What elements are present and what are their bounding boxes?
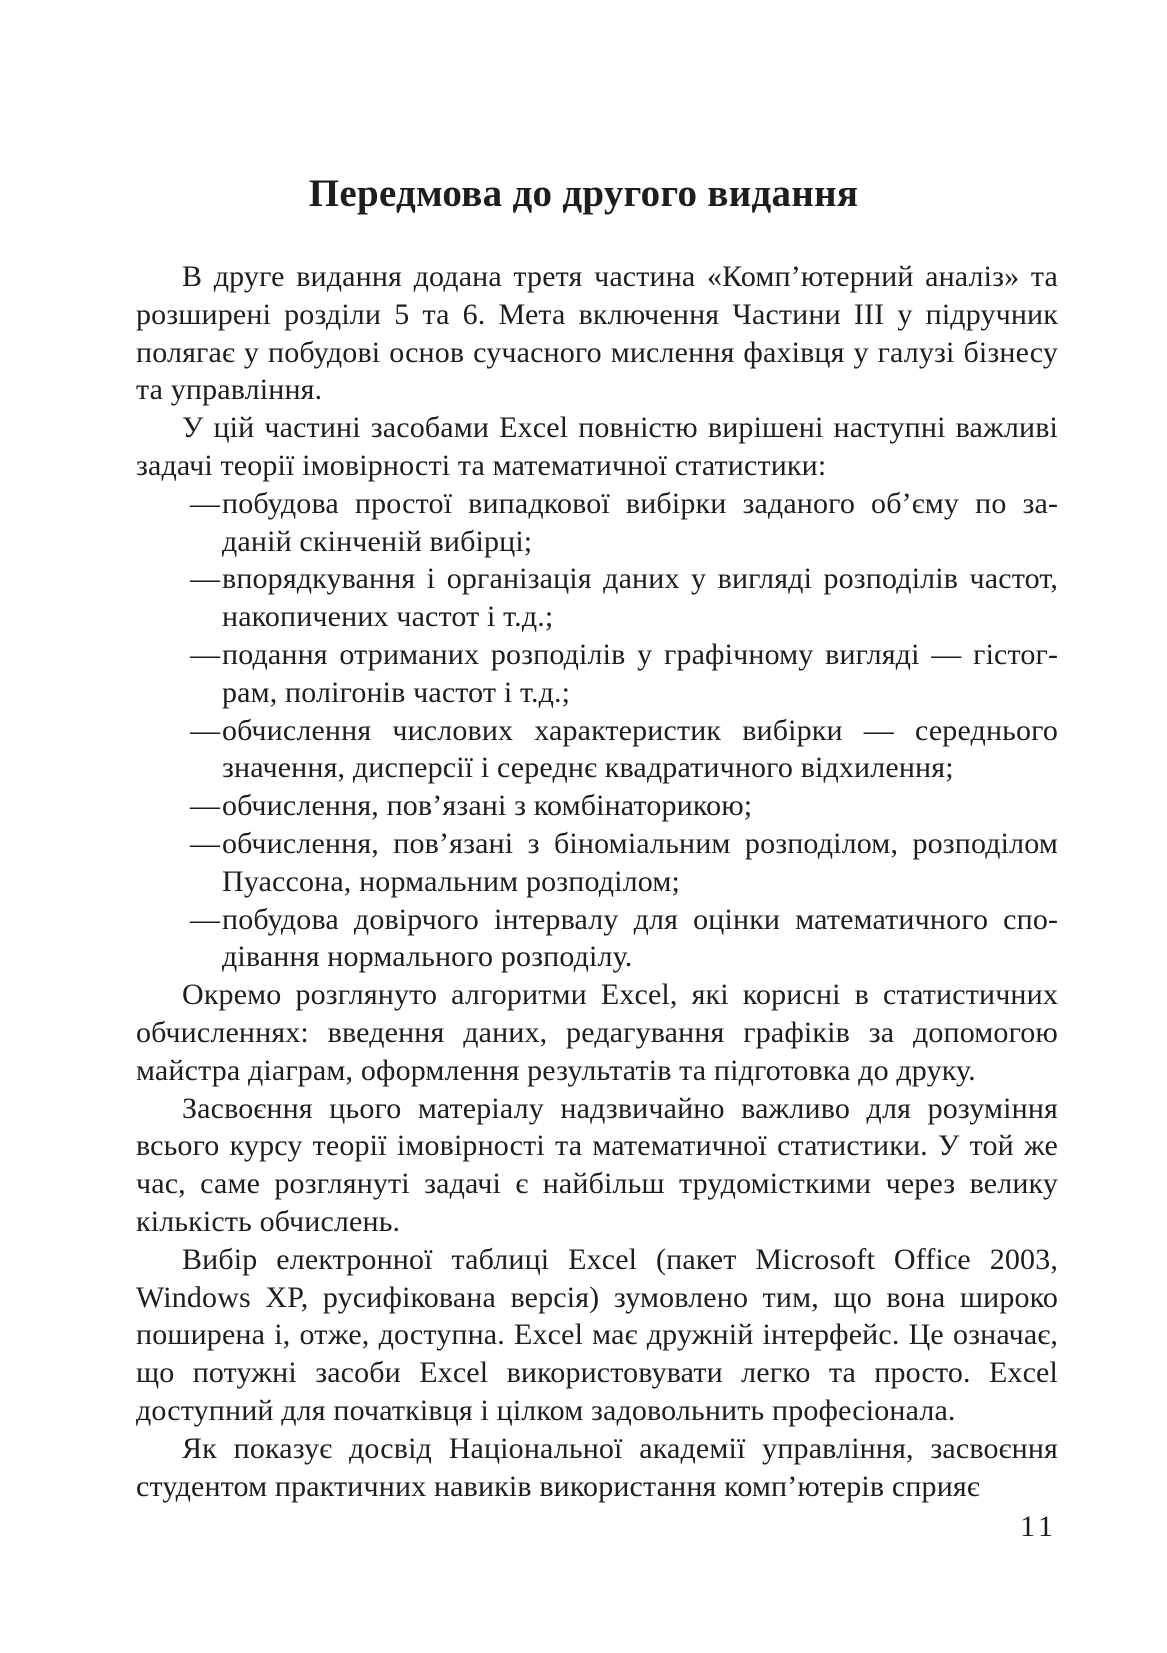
list-item xyxy=(190,825,1058,901)
list-marker: — xyxy=(190,902,221,936)
list-marker: — xyxy=(190,789,221,823)
paragraph: Окремо розглянуто алгоритми Excel, які корисні в статистичних обчисленнях: введення даних, редагування графіків за допомогою майстра діаграм, оформлення результатів та підготовка до друку. xyxy=(136,978,1058,1087)
task-list xyxy=(136,485,1058,976)
list-item xyxy=(190,712,1058,788)
list-marker: — xyxy=(190,637,221,671)
page-title: Передмова до другого видання xyxy=(308,172,859,215)
list-item xyxy=(190,787,1058,825)
list-item-text: обчислення, пов’язані з біноміальним розподілом, розподілом Пуассона, нормальним розподілом; xyxy=(222,826,1058,898)
list-item-text: побудова простої випадкової вибірки заданого об’єму по заданій скінченій вибірці; xyxy=(222,486,1058,558)
paragraph: В друге видання додана третя частина «Комп’ютерний аналіз» та розширені розділи 5 та 6. Мета включення Частини III у підручник полягає у побудові основ сучасного мислення фахівця у галузі бізнесу та управління. xyxy=(136,260,1058,407)
paragraph: У цій частині засобами Excel повністю вирішені наступні важливі задачі теорії імовірності та математичної статистики: xyxy=(136,411,1058,482)
list-item-text: впорядкування і організація даних у вигляді розподілів частот, накопичених частот і т.д.; xyxy=(222,562,1058,634)
list-item xyxy=(190,560,1058,636)
list-item-text: обчислення, пов’язані з комбінаторикою; xyxy=(222,789,753,823)
paragraph: Засвоєння цього матеріалу надзвичайно важливо для розуміння всього курсу теорії імовірності та математичної статистики. У той же час, саме розглянуті задачі є найбільш трудомісткими через велику кількість обчислень. xyxy=(136,1091,1058,1238)
list-item-text: побудова довірчого інтервалу для оцінки математичного сподівання нормального розподілу. xyxy=(222,902,1058,974)
list-item-text: обчислення числових характеристик вибірки — середнього значення, дисперсії і середнє квадратичного відхилення; xyxy=(222,713,1058,785)
paragraph: Як показує досвід Національної академії управління, засвоєння студентом практичних навиків використання комп’ютерів сприяє xyxy=(136,1431,1058,1503)
list-item-text: подання отриманих розподілів у графічному вигляді — гістограм, полігонів частот і т.д.; xyxy=(222,637,1058,709)
list-marker: — xyxy=(190,562,221,596)
list-item xyxy=(190,901,1058,977)
list-item xyxy=(190,485,1058,561)
paragraph: Вибір електронної таблиці Excel (пакет Microsoft Office 2003, Windows XP, русифікована версія) зумовлено тим, що вона широко поширена і, отже, доступна. Excel має дружній інтерфейс. Це означає, що потужні засоби Excel використовувати легко та просто. Excel доступний для початківця і цілком задовольнить професіонала. xyxy=(136,1242,1058,1427)
body-text xyxy=(136,258,1058,1505)
list-item xyxy=(190,636,1058,712)
page-number: 11 xyxy=(1020,1510,1057,1543)
list-marker: — xyxy=(190,713,221,747)
list-marker: — xyxy=(190,486,221,520)
list-marker: — xyxy=(190,826,221,860)
